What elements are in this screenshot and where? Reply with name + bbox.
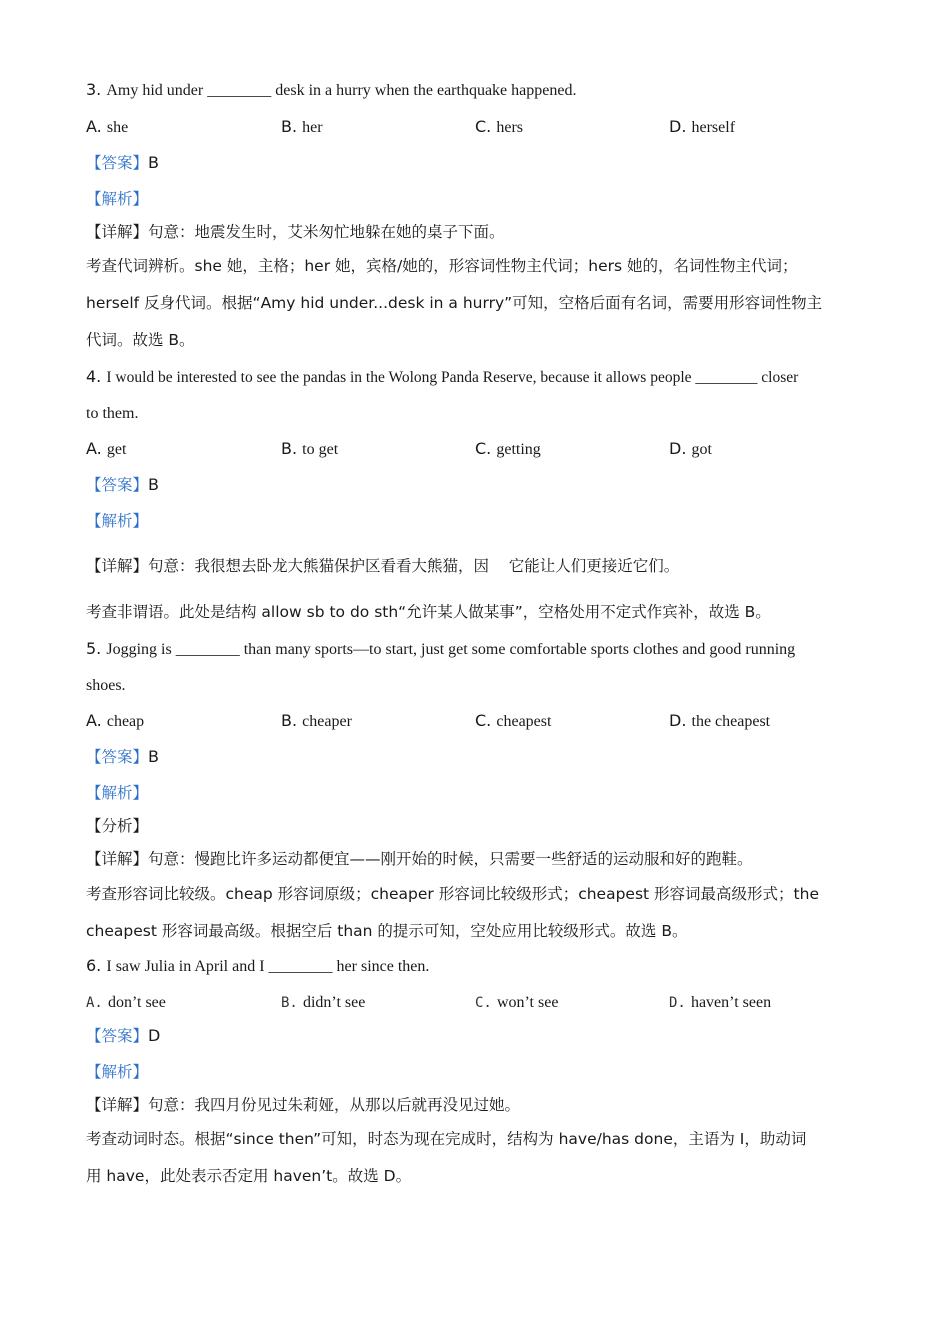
q4-option-a-text: get — [106, 441, 127, 458]
q6-explain-line-1: 考查动词时态。根据“since then”可知，时态为现在完成时，结构为 have/has done，主语为 I，助动词 — [86, 1130, 807, 1148]
q5-detail: 【详解】句意：慢跑比许多运动都便宜——刚开始的时候，只需要一些舒适的运动服和好的跑鞋。 — [86, 850, 753, 868]
q3-option-c — [475, 117, 523, 138]
q5-stem-line-1 — [86, 639, 795, 660]
q5-stem-text-1: Jogging is ________ than many sports—to start, just get some comfortable sports clothes and good running — [106, 641, 796, 658]
q3-detail: 【详解】句意：地震发生时，艾米匆忙地躲在她的桌子下面。 — [86, 223, 505, 241]
q4-option-d — [669, 439, 712, 460]
q3-answer-value: B — [148, 153, 159, 172]
q5-answer-label: 【答案】 — [86, 748, 149, 766]
q5-option-d — [669, 711, 770, 732]
q6-option-b-text: didn’t see — [302, 994, 366, 1011]
q4-option-d-text: got — [691, 441, 712, 458]
q3-option-c-text: hers — [496, 119, 524, 136]
q6-detail: 【详解】句意：我四月份见过朱莉娅，从那以后就再没见过她。 — [86, 1096, 521, 1114]
q6-answer — [86, 1026, 160, 1046]
q5-option-a — [86, 711, 144, 732]
q6-option-a-text: don’t see — [107, 994, 166, 1011]
q4-answer-value: B — [148, 475, 159, 494]
q3-option-c-letter: C. — [475, 117, 492, 136]
q6-option-a — [86, 992, 166, 1013]
q4-answer — [86, 475, 159, 495]
q4-detail: 【详解】句意：我很想去卧龙大熊猫保护区看看大熊猫，因 它能让人们更接近它们。 — [86, 557, 680, 575]
q4-option-c-text: getting — [496, 441, 541, 458]
q6-analysis-label-text: 【解析】 — [86, 1063, 149, 1081]
q5-explain-line-2: cheapest 形容词最高级。根据空后 than 的提示可知，空处应用比较级形式。故选 B。 — [86, 922, 688, 940]
q4-analysis-label — [86, 511, 148, 531]
q5-option-c-letter: C. — [475, 711, 492, 730]
q5-option-c-text: cheapest — [496, 713, 552, 730]
q3-explain-line-2: herself 反身代词。根据“Amy hid under...desk in a hurry”可知，空格后面有名词，需要用形容词性物主 — [86, 294, 823, 312]
q3-stem-text: Amy hid under ________ desk in a hurry when the earthquake happened. — [106, 82, 577, 99]
q5-option-d-letter: D. — [669, 711, 687, 730]
q3-analysis-label — [86, 189, 148, 209]
q3-option-a-text: she — [106, 119, 129, 136]
q3-answer-label: 【答案】 — [86, 154, 149, 172]
q3-answer — [86, 153, 159, 173]
q3-explain-line-3: 代词。故选 B。 — [86, 331, 195, 349]
q4-option-b — [281, 439, 338, 460]
q3-option-a-letter: A. — [86, 117, 102, 136]
q3-explain-line-1: 考查代词辨析。she 她，主格；her 她，宾格/她的，形容词性物主代词；hers 她的，名词性物主代词； — [86, 257, 798, 275]
q4-option-c-letter: C. — [475, 439, 492, 458]
q5-number: 5. — [86, 639, 102, 658]
q6-option-a-letter: A. — [86, 995, 103, 1011]
q3-option-b-text: her — [302, 119, 323, 136]
q6-explain-line-2: 用 have，此处表示否定用 haven’t。故选 D。 — [86, 1167, 412, 1185]
q3-number: 3. — [86, 80, 102, 99]
q6-stem-text: I saw Julia in April and I ________ her since then. — [106, 958, 430, 975]
q6-number: 6. — [86, 956, 102, 975]
q3-option-b — [281, 117, 323, 138]
q6-option-c-text: won’t see — [496, 994, 559, 1011]
q5-explain-line-1: 考查形容词比较级。cheap 形容词原级；cheaper 形容词比较级形式；cheapest 形容词最高级形式；the — [86, 885, 819, 903]
q6-stem — [86, 956, 429, 977]
q5-stem-line-2: shoes. — [86, 677, 126, 694]
q5-option-b-letter: B. — [281, 711, 298, 730]
q4-explain: 考查非谓语。此处是结构 allow sb to do sth“允许某人做某事”，空格处用不定式作宾补，故选 B。 — [86, 603, 771, 621]
q4-option-b-text: to get — [302, 441, 339, 458]
q4-stem-text-1: I would be interested to see the pandas in the Wolong Panda Reserve, because it allows people ________ closer — [106, 369, 799, 386]
q5-option-b-text: cheaper — [302, 713, 352, 730]
q6-analysis-label — [86, 1062, 148, 1082]
q4-stem-line-2: to them. — [86, 405, 139, 422]
q3-option-d-letter: D. — [669, 117, 687, 136]
q5-option-a-letter: A. — [86, 711, 102, 730]
q5-option-d-text: the cheapest — [691, 713, 771, 730]
q3-option-b-letter: B. — [281, 117, 298, 136]
q4-option-b-letter: B. — [281, 439, 298, 458]
q5-analysis-label — [86, 783, 148, 803]
q6-option-d-text: haven’t seen — [690, 994, 772, 1011]
q6-option-b-letter: B. — [281, 995, 298, 1011]
q6-option-c — [475, 992, 558, 1013]
q3-option-d — [669, 117, 735, 138]
q5-analysis-label-text: 【解析】 — [86, 784, 149, 802]
q6-answer-value: D — [148, 1026, 161, 1045]
q4-option-a — [86, 439, 126, 460]
q6-option-c-letter: C. — [475, 995, 492, 1011]
q3-option-d-text: herself — [691, 119, 736, 136]
q5-option-b — [281, 711, 352, 732]
q6-option-d — [669, 992, 771, 1013]
q4-stem-line-1 — [86, 367, 798, 388]
q3-option-a — [86, 117, 128, 138]
q4-option-c — [475, 439, 541, 460]
q4-option-d-letter: D. — [669, 439, 687, 458]
q5-answer — [86, 747, 159, 767]
q6-answer-label: 【答案】 — [86, 1027, 149, 1045]
q6-option-b — [281, 992, 365, 1013]
q5-answer-value: B — [148, 747, 159, 766]
q4-analysis-label-text: 【解析】 — [86, 512, 149, 530]
q6-option-d-letter: D. — [669, 995, 686, 1011]
q5-fenxi-label: 【分析】 — [86, 817, 149, 835]
q5-option-c — [475, 711, 551, 732]
q3-analysis-label-text: 【解析】 — [86, 190, 149, 208]
q4-number: 4. — [86, 367, 102, 386]
q5-option-a-text: cheap — [106, 713, 145, 730]
q4-answer-label: 【答案】 — [86, 476, 149, 494]
q3-stem — [86, 80, 576, 101]
q4-option-a-letter: A. — [86, 439, 102, 458]
